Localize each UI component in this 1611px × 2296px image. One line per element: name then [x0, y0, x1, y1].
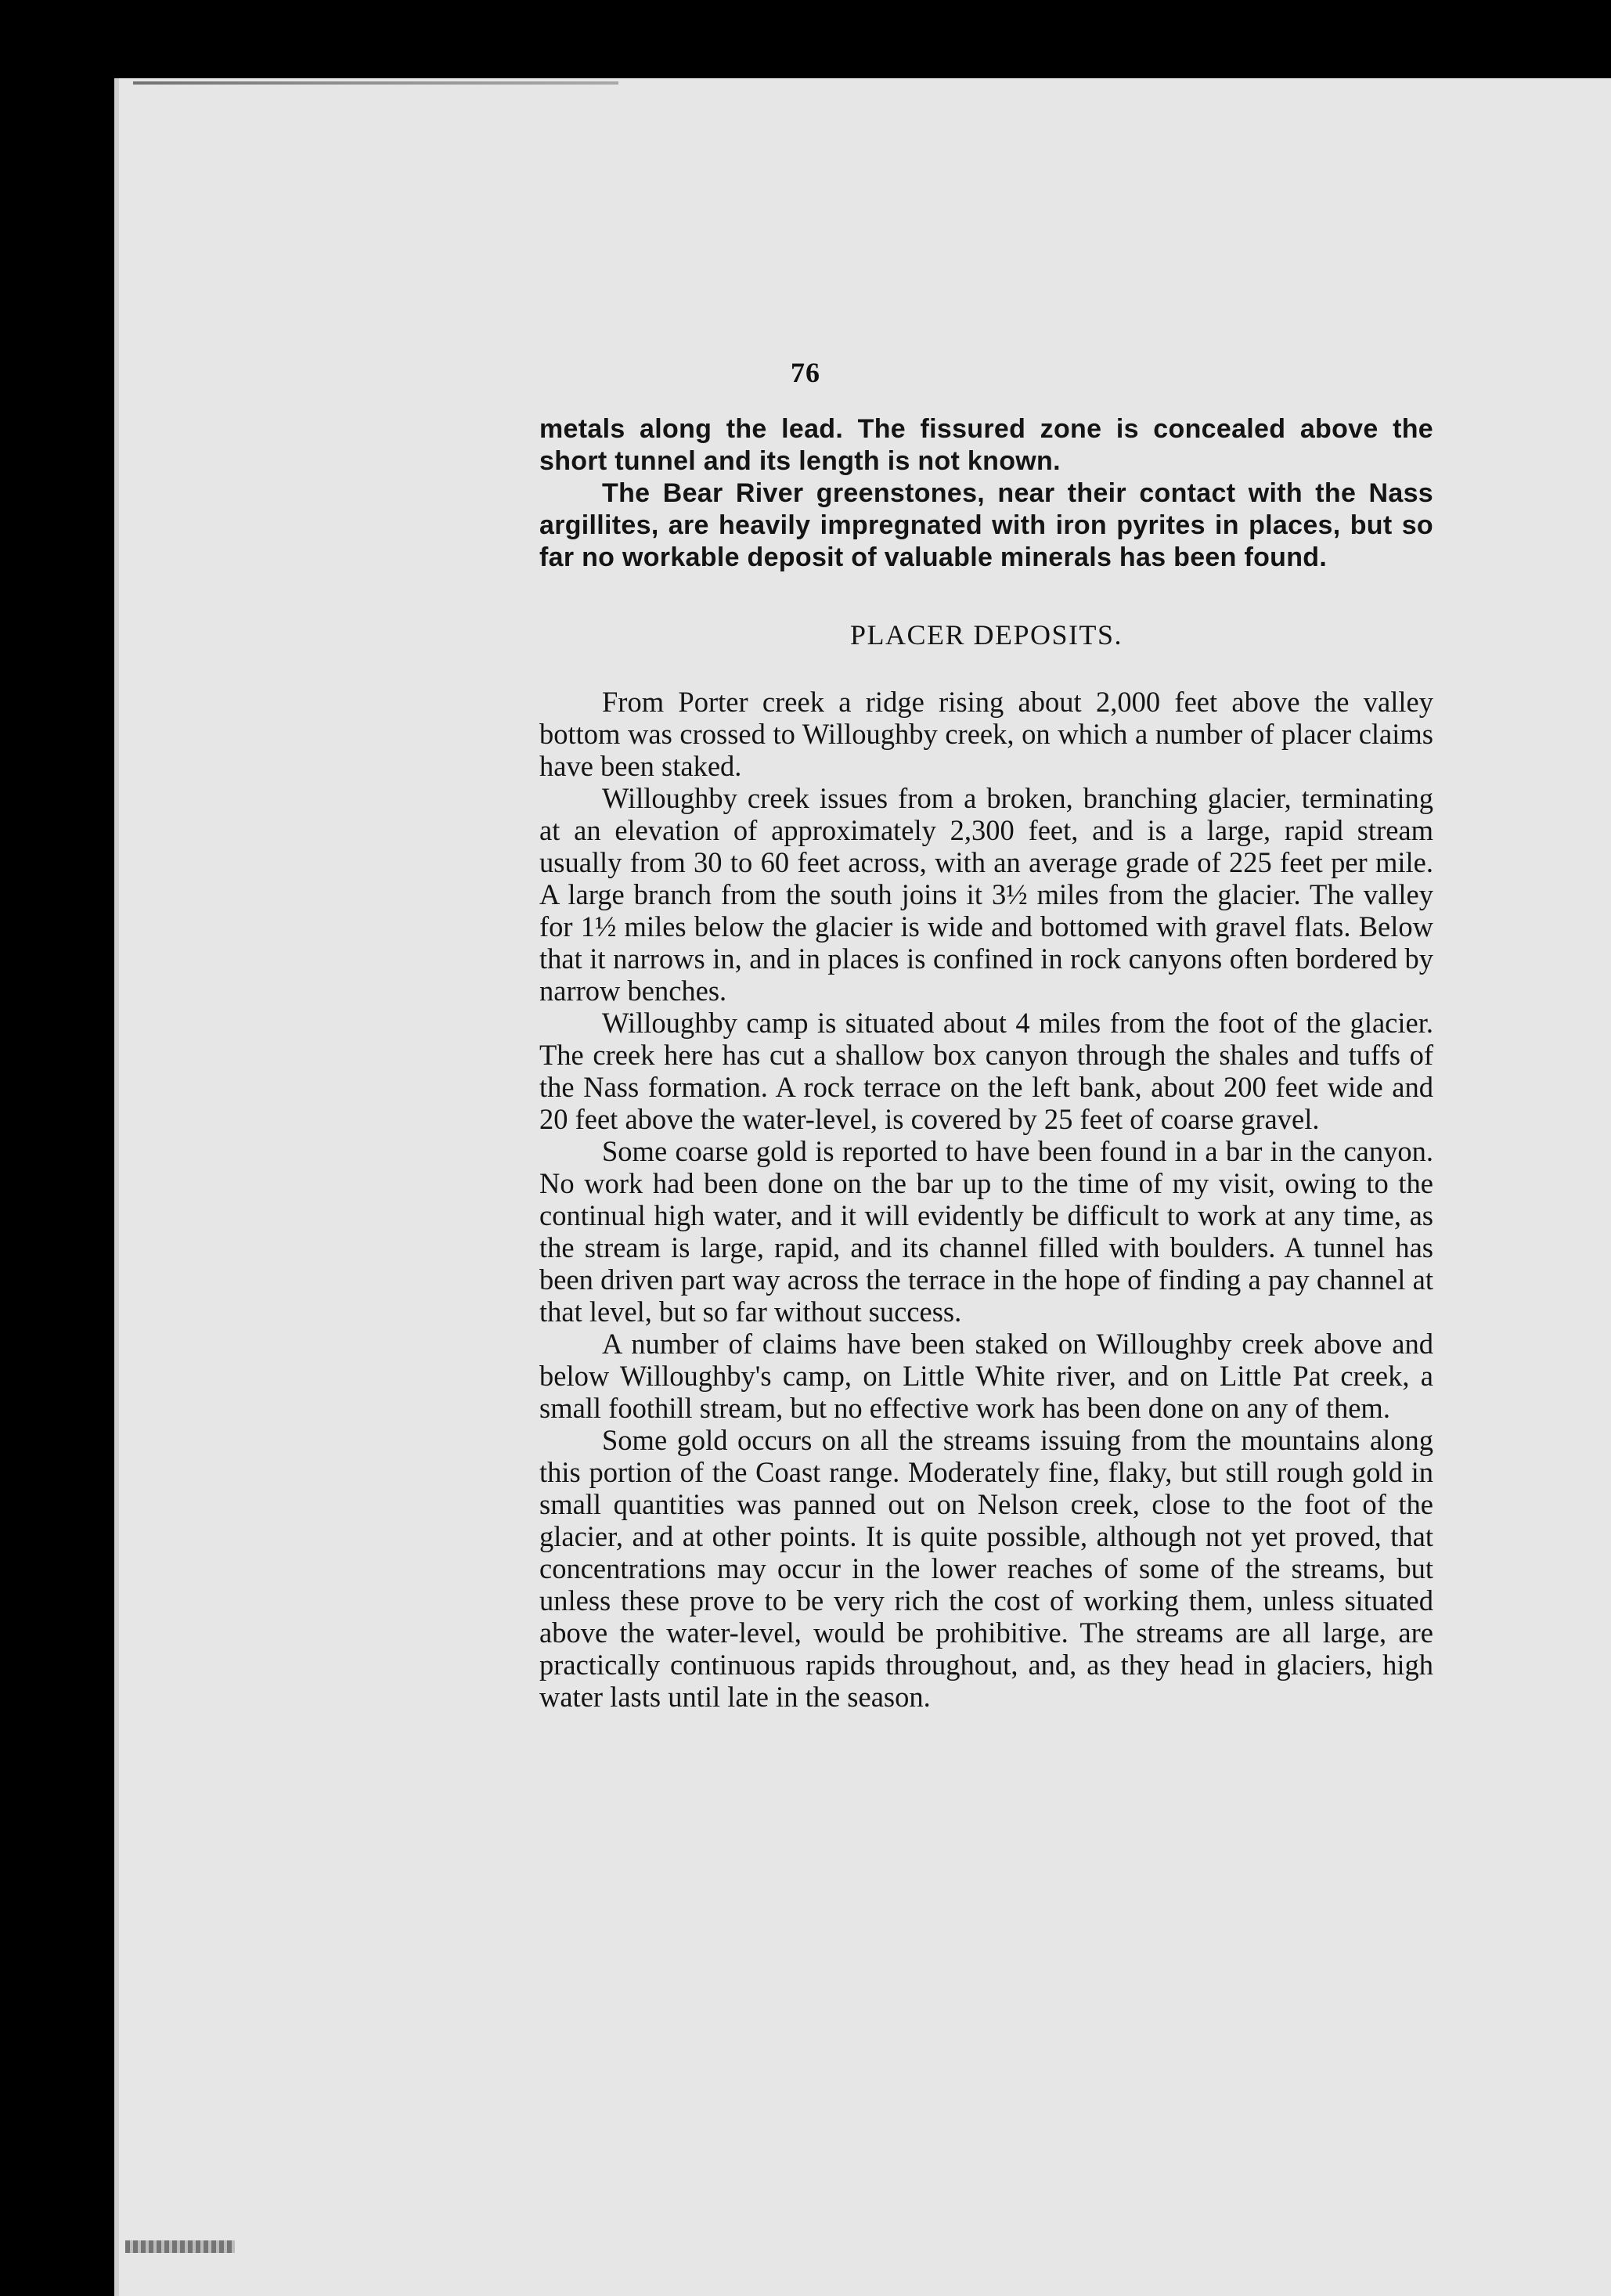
paragraph-metals: metals along the lead. The fissured zone is concealed above the short tunnel and its length is not known. [539, 414, 1433, 476]
paragraph-porter-creek: From Porter creek a ridge rising about 2,000 feet above the valley bottom was crossed to Willoughby creek, on which a number of placer claims have been staked. [539, 686, 1433, 782]
paragraph-coarse-gold: Some coarse gold is reported to have been found in a bar in the canyon. No work had been done on the bar up to the time of my visit, owing to the continual high water, and it will evidently be difficult to work at any time, as the stream is large, rapid, and its channel filled with boulders. A tunnel has been driven part way across the terrace in the hope of finding a pay channel at that level, but so far without success. [539, 1135, 1433, 1328]
bottom-scan-mark [125, 2240, 235, 2253]
paragraph-willoughby-camp: Willoughby camp is situated about 4 miles from the foot of the glacier. The creek here has cut a shallow box canyon through the shales and tuffs of the Nass formation. A rock terrace on the left bank, about 200 feet wide and 20 feet above the water-level, is covered by 25 feet of coarse gravel. [539, 1007, 1433, 1135]
paragraph-bear-river: The Bear River greenstones, near their contact with the Nass argillites, are heavily impregnated with iron pyrites in places, but so far no workable deposit of valuable minerals has been found. [539, 478, 1433, 572]
section-heading: PLACER DEPOSITS. [849, 619, 1123, 651]
top-scan-edge [133, 81, 618, 85]
page-number: 76 [791, 357, 820, 388]
body-text [539, 413, 1433, 1713]
paragraph-some-gold: Some gold occurs on all the streams issuing from the mountains along this portion of the Coast range. Moderately fine, flaky, but still rough gold in small quantities was panned out on Nelson creek, close to the foot of the glacier, and at other points. It is quite possible, although not yet proved, that concentrations may occur in the lower reaches of some of the streams, but unless these prove to be very rich the cost of working them, unless situated above the water-level, would be prohibitive. The streams are all large, are practically continuous rapids throughout, and, as they head in glaciers, high water lasts until late in the season. [539, 1424, 1433, 1713]
paragraph-claims: A number of claims have been staked on Willoughby creek above and below Willoughby's camp, on Little White river, and on Little Pat creek, a small foothill stream, but no effective work has been done on any of them. [539, 1328, 1433, 1424]
paragraph-willoughby-creek: Willoughby creek issues from a broken, branching glacier, terminating at an elevation of approximately 2,300 feet, and is a large, rapid stream usually from 30 to 60 feet across, with an average grade of 225 feet per mile. A large branch from the south joins it 3½ miles from the glacier. The valley for 1½ miles below the glacier is wide and bottomed with gravel flats. Below that it narrows in, and in places is confined in rock canyons often bordered by narrow benches. [539, 782, 1433, 1007]
